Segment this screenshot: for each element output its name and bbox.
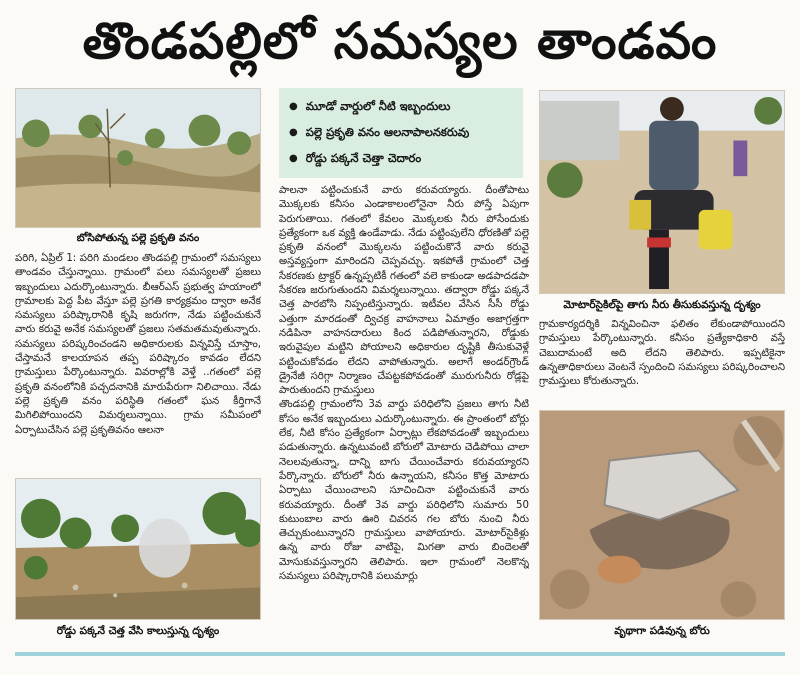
paragraph: పాలనా పట్టించుకునే వారు కరువయ్యారు. దీంతోపాటు మొక్కలకు కనీసం ఎండాకాలంలోనైనా నీరు పోస్తే ఏపుగా పెరుగుతాయి. గతంలో కేవలం మొక్కలకు నీరు పోసేందుకు ప్రత్యేకంగా ఒక వ్యక్తి ఉండేవాడు. నేడు పట్టింపులేని ధోరణితో పల్లె ప్రకృతి వనంలో మొక్కలను పట్టించుకొనే వారు కరువై అస్తవ్యస్తంగా మారిందని చెప్పవచ్చు. ఇకపోతే గ్రామంలో చెత్త సేకరణకు ట్రాక్టర్‌ ఉన్నప్పటికీ గతంలో వలె కాకుండా అడపాదడపా సేకరణ జరుగుతుందని విమర్శలున్నాయి. తద్వారా రోడ్డు పక్కనే చెత్త పారబోసి నిప్పంటిస్తున్నారు. ఇటీవల వేసిన సీసీ రోడ్డు ఎత్తుగా మారడంతో ద్విచక్ర వాహనాలు ఏమాత్రం అజాగ్రత్తగా నడిపినా వాహనదారులు కింద పడిపోతున్నారని, రోడ్డుకు ఇరువైపుల మట్టిని పోయాలని అధికారుల దృష్టికి తీసుకువెళ్లే పట్టించుకోవడం లేదని వాపోతున్నారు. అలాగే అండర్‌గ్రౌండ్‌ డ్రైనేజీ సరిగ్గా నిర్మాణం చేపట్టకపోవడంతో మురుగునీరు రోడ్లపై పారుతుందని గ్రామస్తులు bbox=[279, 185, 529, 397]
article-column-right bbox=[539, 318, 785, 408]
highlight-item: ● రోడ్డు పక్కనే చెత్తా చెదారం bbox=[289, 146, 513, 172]
paragraph: పరిగి, ఏప్రిల్‌ 1: పరిగి మండలం తొండపల్లి గ్రామంలో సమస్యలు తాండవం చేస్తున్నాయి. గ్రామంలో పలు సమస్యలతో ప్రజలు ఇబ్బందులు ఎదుర్కొంటున్నారు. బీఆర్‌ఎస్‌ ప్రభుత్వ హయాంలో గ్రామాలకు పెద్ద పీట వేస్తూ పల్లె ప్రగతి కార్యక్రమం ద్వారా అనేక సమస్యలు పరిష్కారానికి కృషి జరుగగా, నేడు పట్టించుకునే వారు కరువై అనేక సమస్యలతో ప్రజలు సతమతమవుతున్నారు. సమస్యలు పరిష్కరించండని అధికారులకు విన్నవిస్తే చూస్తాం, చేస్తామనే కాలయాపన తప్ప పరిష్కారం కావడం లేదని గ్రామస్తులు పేర్కొంటున్నారు. వివరాల్లోకి వెళ్తే ..గతంలో పల్లె ప్రకృతి వనంలోనికి పచ్చదనానికి మారుపేరుగా నిలిచాయి. నేడు పల్లె ప్రకృతి వనం పరిస్థితి గతంలో ఘన కీర్తిగానే మిగిలిపోయిందని విమర్శలున్నాయి. గ్రామ సమీపంలో ఏర్పాటుచేసిన పల్లె ప్రకృతివనం ఆలనా bbox=[15, 253, 261, 436]
photo-caption: మోటార్‌సైకిల్‌పై తాగు నీరు తీసుకువస్తున్న దృశ్యం bbox=[563, 299, 761, 311]
article-column-middle bbox=[279, 184, 529, 640]
article-column-left bbox=[15, 252, 261, 474]
highlights-box bbox=[279, 88, 523, 178]
headline: తొండపల్లిలో సమస్యల తాండవం bbox=[82, 12, 718, 70]
photo-caption: వృథాగా పడివున్న బోరు bbox=[614, 625, 710, 637]
photo-caption: రోడ్డు పక్కనే చెత్త వేసి కాలుస్తున్న దృశ్యం bbox=[56, 625, 220, 637]
paragraph: గ్రామకార్యదర్శికి విన్నవించినా ఫలితం లేకుండాపోయిందని గ్రామస్తులు పేర్కొంటున్నారు. కనీసం ప్రత్యేకాధికారి వస్తే చెబుదామంటే అది లేదని తెలిపారు. ఇప్పటికైనా ఉన్నతాధికారులు వెంటనే స్పందించి సమస్యలు పరిష్కరించాలని గ్రామస్తులు కోరుతున్నారు. bbox=[539, 319, 785, 388]
paragraph: తొండపల్లి గ్రామంలోని 3వ వార్డు పరిధిలోని ప్రజలు తాగు నీటి కోసం అనేక ఇబ్బందులు ఎదుర్కొంటున్నారు. ఈ ప్రాంతంలో బోర్లు లేక, నీటి కోసం ప్రత్యేకంగా ఏర్పాట్లు లేకపోవడంతో ఇబ్బందులు పడుతున్నారు. ఉన్నటువంటి బోరులో మోటారు చెడిపోయి చాలా నెలలవుతున్నా, దాన్ని బాగు చేయించేవారు కరువయ్యారని పేర్కొన్నారు. బోరులో నీరు ఉన్నాయని, కనీసం కొత్త మోటారు ఏర్పాటు చేయించాలని సూచించినా పట్టించుకునే వారు కరువయ్యారు. దీంతో 3వ వార్డు పరిధిలోని సుమారు 50 కుటుంబాల వారు ఊరి చివరన గల బోరు నుంచి నీరు తెచ్చుకుంటున్నారని గ్రామస్తులు వాపోయారు. మోటార్‌సైకిళ్లు ఉన్న వారు రోజు వాటిపై, మిగతా వారు బిందెలతో మోసుకువస్తున్నారని తెలిపారు. ఇలా గ్రామంలో నెలకొన్న సమస్యలు పరిష్కారానికి పలుమార్లు bbox=[279, 399, 529, 583]
unused-borewell-photo bbox=[539, 410, 785, 620]
photo-caption: బోసిపోతున్న పల్లె ప్రకృతి వనం bbox=[76, 232, 200, 244]
burning-garbage-photo bbox=[15, 478, 261, 620]
nature-park-photo bbox=[15, 88, 261, 228]
section-divider bbox=[15, 652, 785, 656]
highlight-item: ● పల్లె ప్రకృతి వనం ఆలనాపాలనకరువు bbox=[289, 120, 513, 146]
highlight-item: ● మూడో వార్డులో నీటి ఇబ్బందులు bbox=[289, 94, 513, 120]
motorcycle-water-photo bbox=[539, 90, 785, 294]
